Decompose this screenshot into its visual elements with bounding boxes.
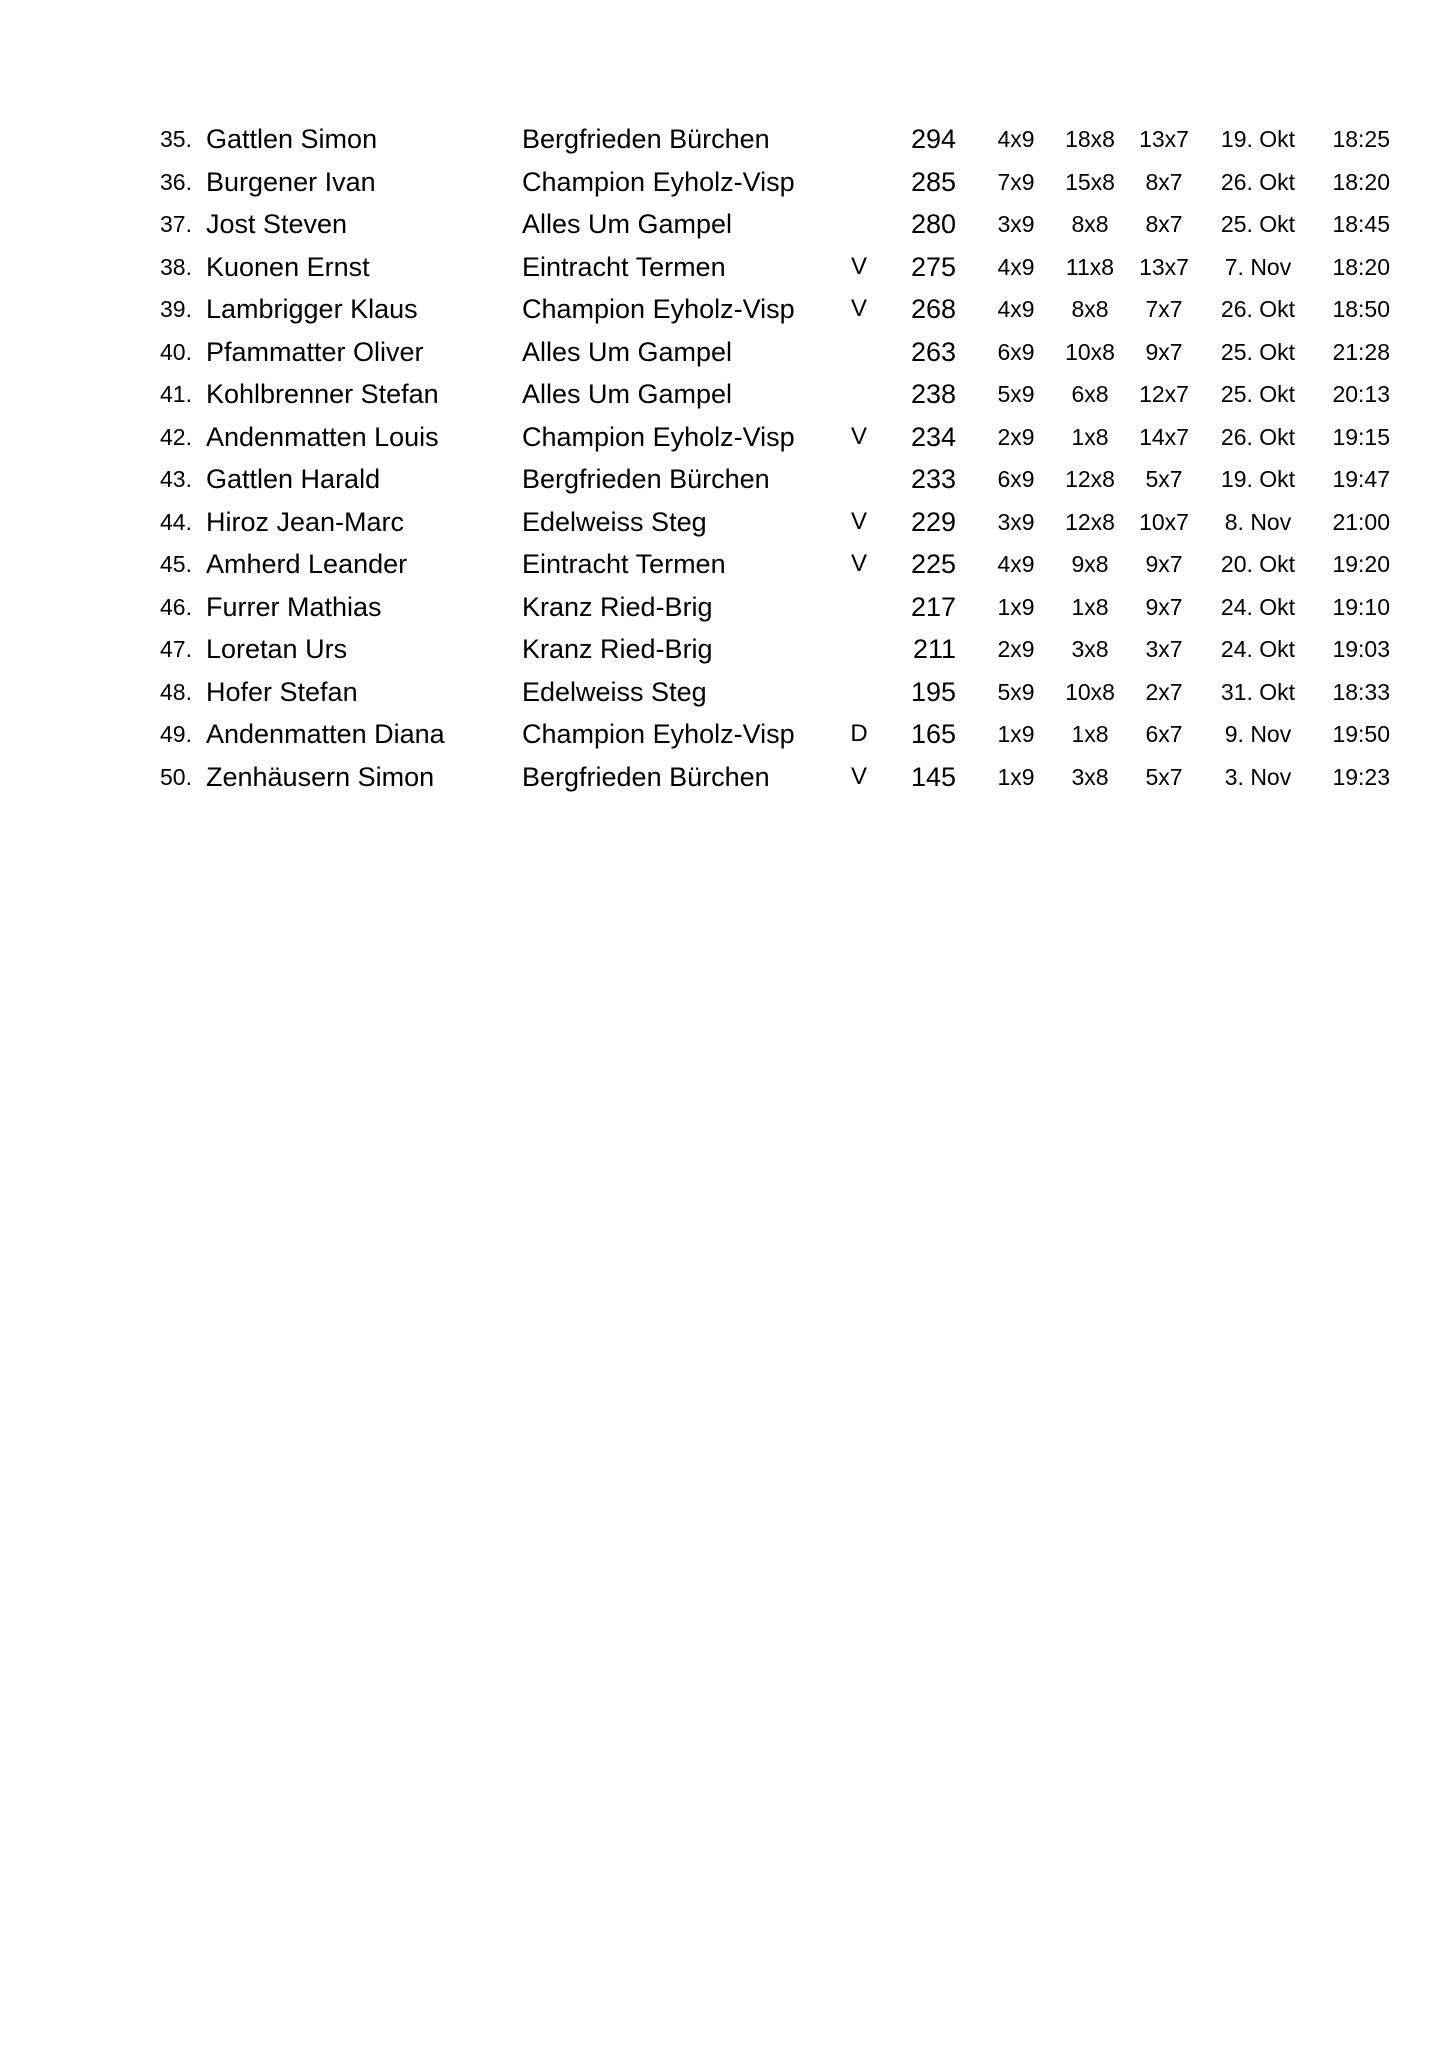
total-score: 229 <box>910 506 956 537</box>
sevens-count: 5x7 <box>1145 763 1183 790</box>
shoot-date: 31. Okt <box>1220 678 1296 705</box>
rank: 36. <box>160 168 192 195</box>
shoot-time: 19:03 <box>1332 636 1390 662</box>
rank: 47. <box>160 636 192 662</box>
sevens-count: 2x7 <box>1145 678 1183 705</box>
eights-count: 6x8 <box>1071 381 1109 407</box>
shoot-time: 18:45 <box>1332 211 1390 237</box>
rank: 50. <box>160 763 192 790</box>
rank: 40. <box>160 338 192 365</box>
eights-count: 8x8 <box>1071 211 1109 237</box>
eights-count: 10x8 <box>1065 678 1115 705</box>
nines-count: 1x9 <box>997 763 1035 790</box>
result-row <box>0 458 1447 501</box>
shooter-name: Kohlbrenner Stefan <box>206 379 439 409</box>
result-row <box>0 671 1447 714</box>
result-row <box>0 118 1447 161</box>
club-name: Bergfrieden Bürchen <box>522 124 770 154</box>
sevens-count: 5x7 <box>1145 466 1183 492</box>
result-row <box>0 161 1447 204</box>
total-score: 268 <box>910 294 956 324</box>
rank: 44. <box>160 508 192 535</box>
sevens-count: 10x7 <box>1139 508 1189 535</box>
result-row <box>0 756 1447 799</box>
club-name: Alles Um Gampel <box>522 209 733 239</box>
shooter-name: Andenmatten Diana <box>206 719 445 749</box>
eights-count: 9x8 <box>1071 551 1109 577</box>
shoot-time: 18:20 <box>1332 168 1390 195</box>
club-name: Edelweiss Steg <box>522 676 707 707</box>
eights-count: 12x8 <box>1065 508 1115 535</box>
total-score: 165 <box>910 719 956 749</box>
result-row <box>0 543 1447 586</box>
nines-count: 1x9 <box>997 593 1035 620</box>
shoot-time: 20:13 <box>1332 381 1390 407</box>
total-score: 263 <box>910 336 956 367</box>
club-name: Eintracht Termen <box>522 549 726 579</box>
result-row <box>0 628 1447 671</box>
total-score: 280 <box>910 209 956 239</box>
nines-count: 2x9 <box>997 423 1035 450</box>
sevens-count: 13x7 <box>1139 253 1189 280</box>
shoot-date: 3. Nov <box>1224 763 1292 790</box>
shoot-date: 24. Okt <box>1220 636 1296 662</box>
shooter-name: Loretan Urs <box>206 634 348 664</box>
rank: 35. <box>160 126 192 152</box>
eights-count: 10x8 <box>1065 338 1115 365</box>
result-row <box>0 246 1447 289</box>
result-row <box>0 416 1447 459</box>
nines-count: 2x9 <box>997 636 1035 662</box>
club-name: Kranz Ried-Brig <box>522 634 713 664</box>
shooter-name: Andenmatten Louis <box>206 421 439 452</box>
eights-count: 8x8 <box>1071 296 1109 322</box>
result-row <box>0 373 1447 416</box>
shooter-name: Hofer Stefan <box>206 676 358 707</box>
total-score: 285 <box>910 166 956 197</box>
shoot-date: 19. Okt <box>1220 466 1296 492</box>
rank: 37. <box>160 211 192 237</box>
sevens-count: 8x7 <box>1145 168 1183 195</box>
sevens-count: 3x7 <box>1145 636 1183 662</box>
total-score: 217 <box>910 591 956 622</box>
shooter-name: Lambrigger Klaus <box>206 294 418 324</box>
shoot-date: 26. Okt <box>1220 296 1296 322</box>
total-score: 275 <box>910 251 956 282</box>
shoot-time: 19:20 <box>1332 551 1390 577</box>
rank: 41. <box>160 381 192 407</box>
total-score: 225 <box>910 549 956 579</box>
category: V <box>850 762 867 790</box>
nines-count: 6x9 <box>997 338 1035 365</box>
sevens-count: 13x7 <box>1139 126 1189 152</box>
sevens-count: 7x7 <box>1145 296 1183 322</box>
nines-count: 4x9 <box>997 296 1035 322</box>
shooter-name: Zenhäusern Simon <box>206 761 435 792</box>
rank: 42. <box>160 423 192 450</box>
club-name: Champion Eyholz-Visp <box>522 166 795 197</box>
results-list <box>0 118 1447 798</box>
shooter-name: Amherd Leander <box>206 549 408 579</box>
category: V <box>850 295 867 322</box>
shoot-time: 21:00 <box>1332 508 1390 535</box>
total-score: 238 <box>910 379 956 409</box>
club-name: Champion Eyholz-Visp <box>522 294 795 324</box>
shoot-time: 19:50 <box>1332 721 1390 747</box>
total-score: 211 <box>912 634 956 664</box>
shoot-date: 7. Nov <box>1224 253 1292 280</box>
shooter-name: Burgener Ivan <box>206 166 376 197</box>
club-name: Bergfrieden Bürchen <box>522 464 770 494</box>
category: V <box>850 422 867 450</box>
nines-count: 6x9 <box>997 466 1035 492</box>
shoot-time: 19:15 <box>1332 423 1390 450</box>
rank: 46. <box>160 593 192 620</box>
sevens-count: 9x7 <box>1145 593 1183 620</box>
rank: 39. <box>160 296 192 322</box>
sevens-count: 12x7 <box>1139 381 1189 407</box>
total-score: 234 <box>910 421 956 452</box>
nines-count: 4x9 <box>997 253 1035 280</box>
club-name: Alles Um Gampel <box>522 379 733 409</box>
rank: 45. <box>160 551 192 577</box>
total-score: 145 <box>910 761 956 792</box>
result-row <box>0 288 1447 331</box>
shooter-name: Hiroz Jean-Marc <box>206 506 405 537</box>
shoot-time: 18:33 <box>1332 678 1390 705</box>
shoot-time: 19:10 <box>1332 593 1390 620</box>
nines-count: 5x9 <box>997 678 1035 705</box>
total-score: 233 <box>910 464 956 494</box>
eights-count: 3x8 <box>1071 763 1109 790</box>
eights-count: 3x8 <box>1071 636 1109 662</box>
club-name: Bergfrieden Bürchen <box>522 761 770 792</box>
shooter-name: Furrer Mathias <box>206 591 382 622</box>
nines-count: 3x9 <box>997 211 1035 237</box>
nines-count: 5x9 <box>997 381 1035 407</box>
shoot-date: 25. Okt <box>1220 211 1296 237</box>
result-row <box>0 586 1447 629</box>
sevens-count: 9x7 <box>1145 338 1183 365</box>
sevens-count: 9x7 <box>1145 551 1183 577</box>
eights-count: 12x8 <box>1065 466 1115 492</box>
shoot-date: 25. Okt <box>1220 338 1296 365</box>
sevens-count: 6x7 <box>1145 721 1183 747</box>
shoot-date: 24. Okt <box>1220 593 1296 620</box>
shoot-date: 9. Nov <box>1224 721 1292 747</box>
club-name: Eintracht Termen <box>522 251 726 282</box>
sevens-count: 14x7 <box>1139 423 1189 450</box>
shoot-date: 19. Okt <box>1220 126 1296 152</box>
rank: 49. <box>160 721 192 747</box>
shoot-time: 18:50 <box>1332 296 1390 322</box>
shoot-date: 25. Okt <box>1220 381 1296 407</box>
eights-count: 1x8 <box>1071 721 1109 747</box>
rank: 43. <box>160 466 192 492</box>
shoot-time: 18:25 <box>1332 126 1390 152</box>
eights-count: 18x8 <box>1065 126 1115 152</box>
shooter-name: Jost Steven <box>206 209 348 239</box>
shoot-time: 19:47 <box>1332 466 1390 492</box>
shooter-name: Gattlen Simon <box>206 124 378 154</box>
result-row <box>0 331 1447 374</box>
nines-count: 1x9 <box>997 721 1035 747</box>
shoot-date: 26. Okt <box>1220 168 1296 195</box>
nines-count: 7x9 <box>997 168 1035 195</box>
shoot-time: 21:28 <box>1332 338 1390 365</box>
result-row <box>0 203 1447 246</box>
club-name: Kranz Ried-Brig <box>522 591 713 622</box>
club-name: Alles Um Gampel <box>522 336 733 367</box>
category: V <box>850 252 867 280</box>
shoot-time: 18:20 <box>1332 253 1390 280</box>
sevens-count: 8x7 <box>1145 211 1183 237</box>
rank: 38. <box>160 253 192 280</box>
category: V <box>850 550 867 577</box>
club-name: Champion Eyholz-Visp <box>522 719 795 749</box>
category: D <box>850 720 868 747</box>
eights-count: 15x8 <box>1065 168 1115 195</box>
result-row <box>0 713 1447 756</box>
nines-count: 4x9 <box>997 551 1035 577</box>
shooter-name: Gattlen Harald <box>206 464 381 494</box>
shoot-date: 26. Okt <box>1220 423 1296 450</box>
eights-count: 1x8 <box>1071 593 1109 620</box>
club-name: Champion Eyholz-Visp <box>522 421 795 452</box>
shooter-name: Pfammatter Oliver <box>206 336 424 367</box>
club-name: Edelweiss Steg <box>522 506 707 537</box>
eights-count: 1x8 <box>1071 423 1109 450</box>
nines-count: 3x9 <box>997 508 1035 535</box>
result-row <box>0 501 1447 544</box>
shoot-date: 20. Okt <box>1220 551 1296 577</box>
rank: 48. <box>160 678 192 705</box>
total-score: 195 <box>910 676 956 707</box>
eights-count: 11x8 <box>1065 253 1115 280</box>
shoot-date: 8. Nov <box>1224 508 1292 535</box>
shooter-name: Kuonen Ernst <box>206 251 370 282</box>
total-score: 294 <box>910 124 956 154</box>
category: V <box>850 507 867 535</box>
nines-count: 4x9 <box>997 126 1035 152</box>
shoot-time: 19:23 <box>1332 763 1390 790</box>
